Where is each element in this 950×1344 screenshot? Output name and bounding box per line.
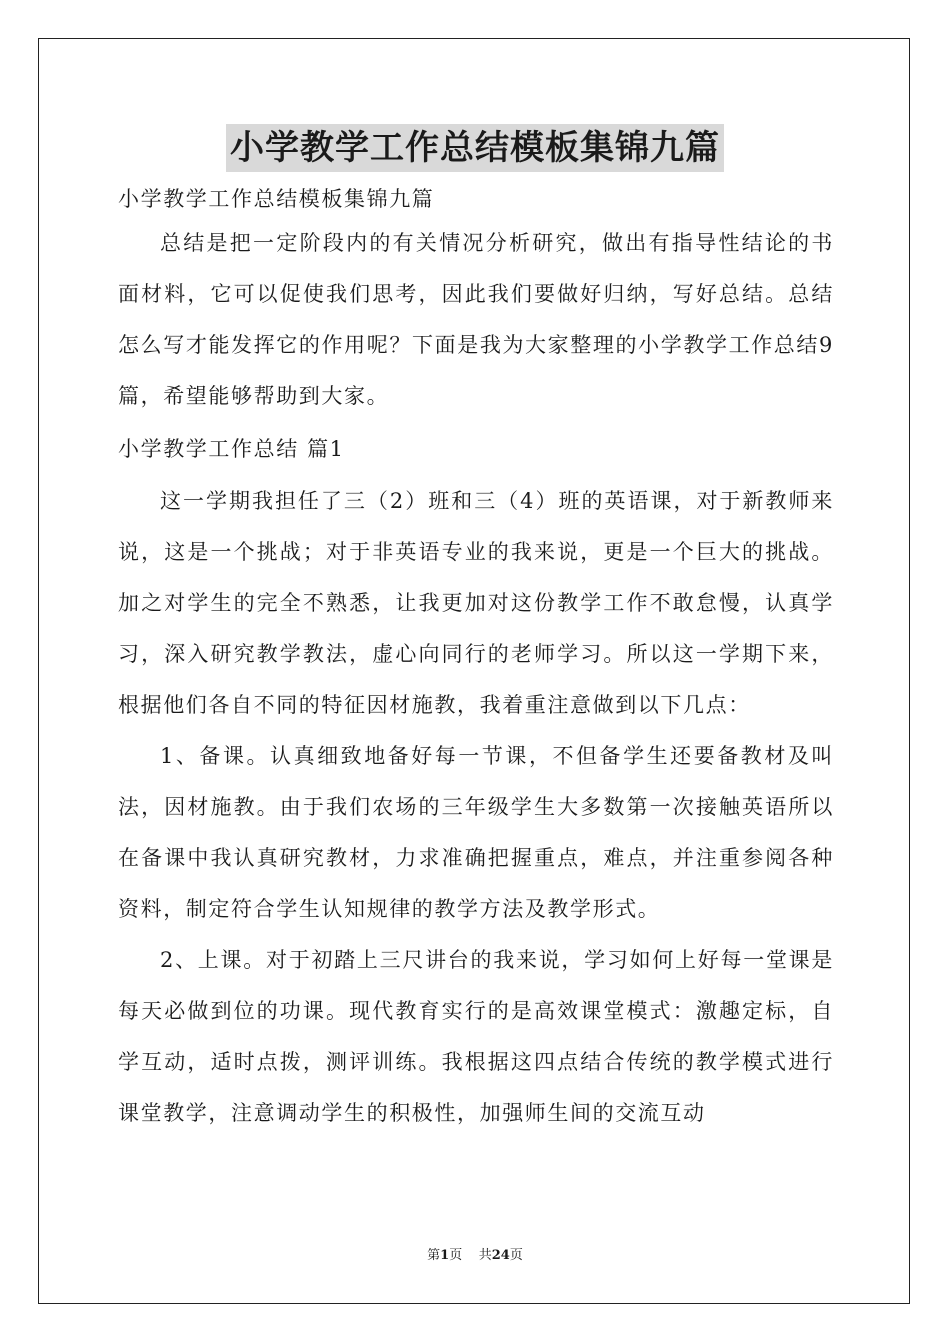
document-body <box>118 180 834 1139</box>
document-subtitle: 小学教学工作总结模板集锦九篇 <box>118 187 435 211</box>
document-title: 小学教学工作总结模板集锦九篇 <box>226 124 724 172</box>
total-suffix: 页 <box>509 1248 523 1263</box>
body-paragraph-3: 2、上课。对于初踏上三尺讲台的我来说，学习如何上好每一堂课是每天必做到位的功课。现代教育实行的是高效课堂模式：激趣定标，自学互动，适时点拨，测评训练。我根据这四点结合传统的教学模式进行课堂教学，注意调动学生的积极性，加强师生间的交流互动 <box>118 948 834 1125</box>
title-container <box>0 124 950 172</box>
intro-paragraph: 总结是把一定阶段内的有关情况分析研究，做出有指导性结论的书面材料，它可以促使我们思考，因此我们要做好归纳，写好总结。总结怎么写才能发挥它的作用呢？下面是我为大家整理的小学教学工作总结9篇，希望能够帮助到大家。 <box>118 231 834 408</box>
page-suffix: 页 <box>449 1248 463 1263</box>
body-paragraph-2: 1、备课。认真细致地备好每一节课，不但备学生还要备教材及叫法，因材施教。由于我们农场的三年级学生大多数第一次接触英语所以在备课中我认真研究教材，力求准确把握重点，难点，并注重参阅各种资料，制定符合学生认知规律的教学方法及教学形式。 <box>118 744 834 921</box>
page-prefix: 第 <box>427 1248 441 1263</box>
section-heading: 小学教学工作总结 篇1 <box>118 437 345 461</box>
body-paragraph-1: 这一学期我担任了三（2）班和三（4）班的英语课，对于新教师来说，这是一个挑战；对于非英语专业的我来说，更是一个巨大的挑战。加之对学生的完全不熟悉，让我更加对这份教学工作不敢怠慢，认真学习，深入研究教学教法，虚心向同行的老师学习。所以这一学期下来，根据他们各自不同的特征因材施教，我着重注意做到以下几点： <box>118 489 834 717</box>
total-prefix: 共 <box>478 1248 492 1263</box>
page-total: 24 <box>491 1248 510 1263</box>
page-current: 1 <box>440 1248 450 1263</box>
page-footer <box>0 1244 950 1263</box>
